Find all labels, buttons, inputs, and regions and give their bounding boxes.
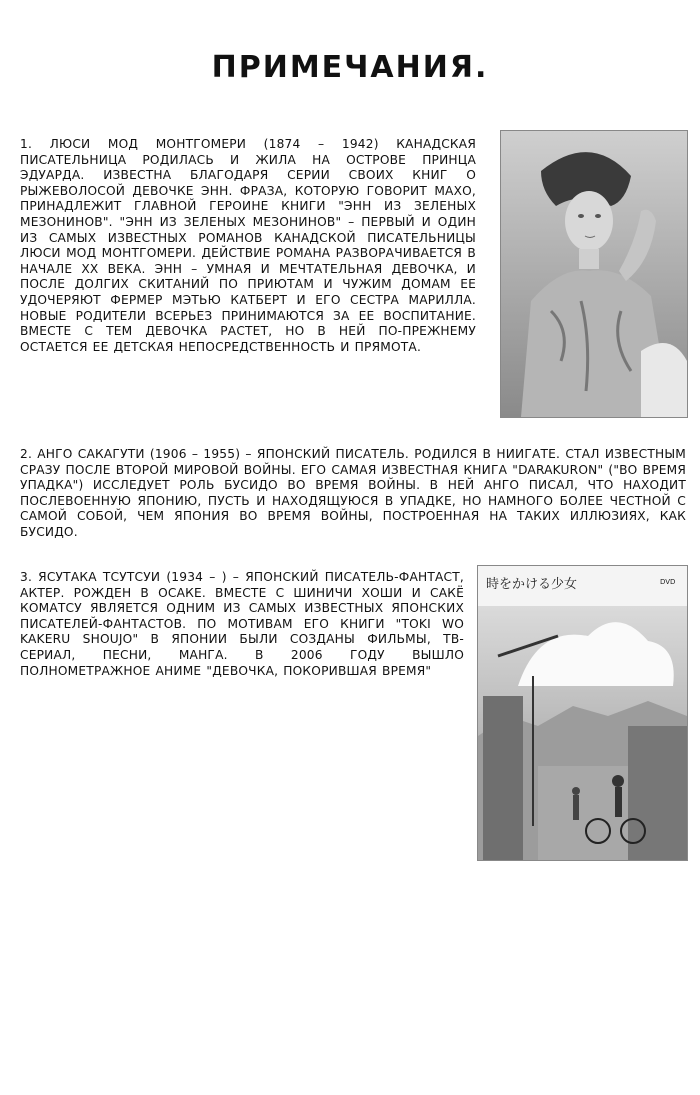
dvd-cover-title: 時をかける少女 [486,577,578,592]
page-title: ПРИМЕЧАНИЯ. [211,50,489,85]
note-1-text: 1. ЛЮСИ МОД МОНТГОМЕРИ (1874 – 1942) КАНАДСКАЯ ПИСАТЕЛЬНИЦА РОДИЛАСЬ И ЖИЛА НА ОСТРОВЕ ПРИНЦА ЭДУАРДА. ИЗВЕСТНА БЛАГОДАРЯ СЕРИИ СВОИХ КНИГ О РЫЖЕВОЛОСОЙ ДЕВОЧКЕ ЭНН. ФРАЗА, КОТОРУЮ ГОВОРИТ МАХО, ПРИНАДЛЕЖИТ ГЛАВНОЙ ГЕРОИНЕ КНИГИ "ЭНН ИЗ ЗЕЛЕНЫХ МЕЗОНИНОВ". "ЭНН ИЗ ЗЕЛЕНЫХ МЕЗОНИНОВ" – ПЕРВЫЙ И ОДИН ИЗ САМЫХ ИЗВЕСТНЫХ РОМАНОВ КАНАДСКОЙ ПИСАТЕЛЬНИЦЫ ЛЮСИ МОД МОНТГОМЕРИ. ДЕЙСТВИЕ РОМАНА РАЗВОРАЧИВАЕТСЯ В НАЧАЛЕ XX ВЕКА. ЭНН – УМНАЯ И МЕЧТАТЕЛЬНАЯ ДЕВОЧКА, И ПОСЛЕ ДОЛГИХ СКИТАНИЙ ПО ПРИЮТАМ И ЧУЖИМ ДОМАМ ЕЕ УДОЧЕРЯЮТ ФЕРМЕР МЭТЬЮ КАТБЕРТ И ЕГО СЕСТРА МАРИЛЛА. НОВЫЕ РОДИТЕЛИ ВСЕРЬЕЗ ПРИНИМАЮТСЯ ЗА ЕЕ ВОСПИТАНИЕ. ВМЕСТЕ С ТЕМ ДЕВОЧКА РАСТЕТ, НО В НЕЙ ПО-ПРЕЖНЕМУ ОСТАЕТСЯ ЕЕ ДЕТСКАЯ НЕПОСРЕДСТВЕННОСТЬ И ПРЯМОТА. [20,137,476,354]
note-2-text: 2. АНГО САКАГУТИ (1906 – 1955) – ЯПОНСКИЙ ПИСАТЕЛЬ. РОДИЛСЯ В НИИГАТЕ. СТАЛ ИЗВЕСТНЫМ СРАЗУ ПОСЛЕ ВТОРОЙ МИРОВОЙ ВОЙНЫ. ЕГО САМАЯ ИЗВЕСТНАЯ КНИГА "DARAKURON" ("ВО ВРЕМЯ УПАДКА") ИССЛЕДУЕТ РОЛЬ БУСИДО ВО ВРЕМЯ ВОЙНЫ. В НЕЙ АНГО ПИСАЛ, ЧТО НАХОДИТ ПОСЛЕВОЕННУЮ ЯПОНИЮ, ПУСТЬ И НАХОДЯЩУЮСЯ В УПАДКЕ, НО НАМНОГО БОЛЕЕ ЧЕСТНОЙ С САМОЙ СОБОЙ, ЧЕМ ЯПОНИЯ ВО ВРЕМЯ ВОЙНЫ, ПОСТРОЕННАЯ НА ТАКИХ ИЛЛЮЗИЯХ, КАК БУСИДО. [20,447,686,539]
dvd-badge: DVD [660,578,676,586]
portrait-photo [500,130,688,418]
dvd-cover [477,565,688,861]
note-3-text: 3. ЯСУТАКА ТСУТСУИ (1934 – ) – ЯПОНСКИЙ ПИСАТЕЛЬ-ФАНТАСТ, АКТЕР. РОЖДЕН В ОСАКЕ. ВМЕСТЕ С ШИНИЧИ ХОШИ И САКЁ КОМАТСУ ЯВЛЯЕТСЯ ОДНИМ ИЗ САМЫХ ИЗВЕСТНЫХ ЯПОНСКИХ ПИСАТЕЛЕЙ-ФАНТАСТОВ. ПО МОТИВАМ ЕГО КНИГИ "TOKI WO KAKERU SHOUJO" В ЯПОНИИ БЫЛИ СОЗДАНЫ ФИЛЬМЫ, ТВ-СЕРИАЛ, ПЕСНИ, МАНГА. В 2006 ГОДУ ВЫШЛО ПОЛНОМЕТРАЖНОЕ АНИМЕ "ДЕВОЧКА, ПОКОРИВШАЯ ВРЕМЯ" [20,570,464,678]
